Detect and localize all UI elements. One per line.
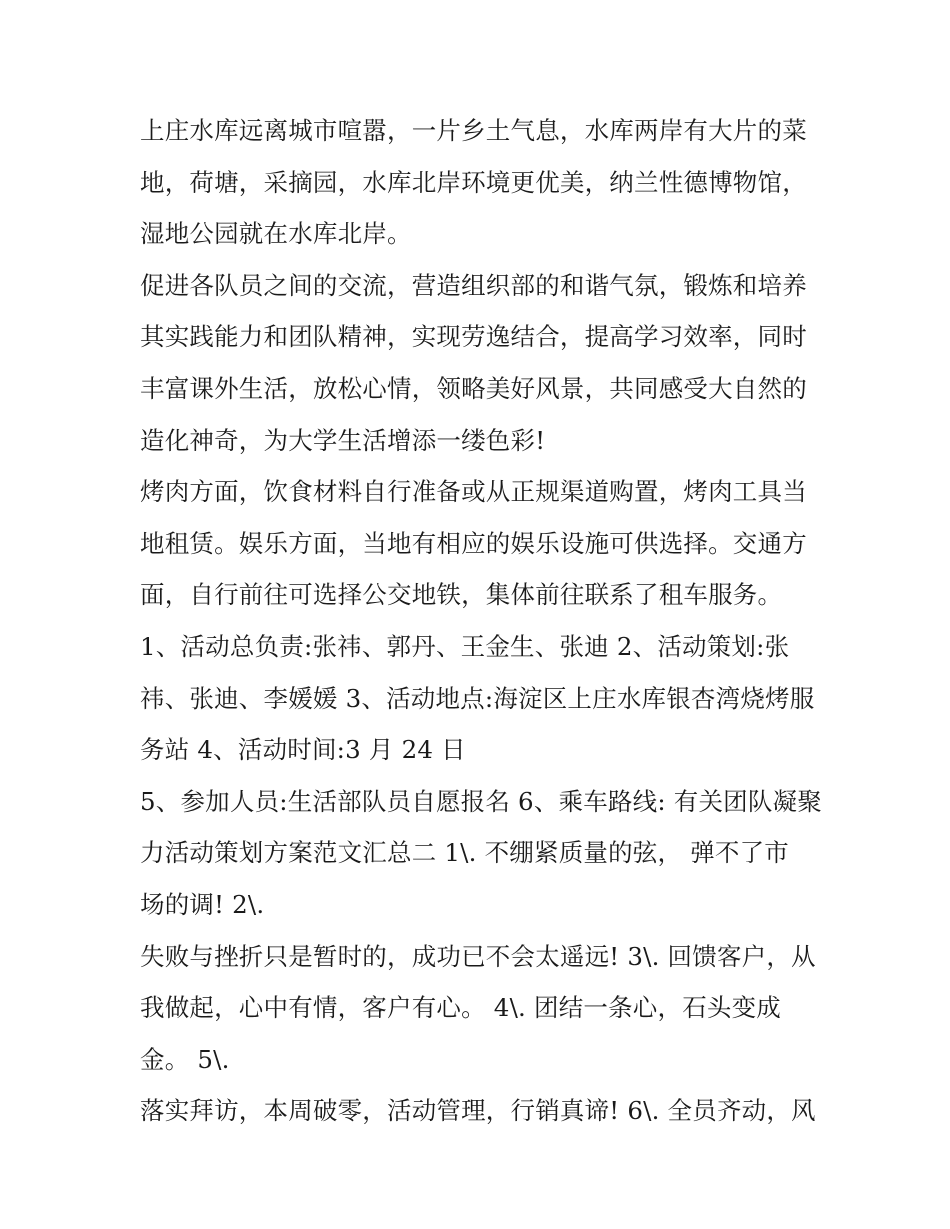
text-line: 烤肉方面，饮食材料自行准备或从正规渠道购置，烤肉工具当 xyxy=(140,477,807,507)
text-line: 造化神奇，为大学生活增添一缕色彩! xyxy=(140,425,546,455)
text-line: 地租赁。娱乐方面，当地有相应的娱乐设施可供选择。交通方 xyxy=(140,528,807,558)
text-line: 地，荷塘，采摘园，水库北岸环境更优美，纳兰性德博物馆， xyxy=(140,167,807,197)
text-line: 促进各队员之间的交流，营造组织部的和谐气氛，锻炼和培养 xyxy=(140,270,807,300)
text-line: 湿地公园就在水库北岸。 xyxy=(140,219,412,249)
text-line: 1、活动总负责:张祎、郭丹、王金生、张迪 2、活动策划:张 xyxy=(140,631,790,661)
text-line: 丰富课外生活，放松心情，领略美好风景，共同感受大自然的 xyxy=(140,373,807,403)
text-line: 场的调! 2\. xyxy=(140,889,265,919)
text-line: 务站 4、活动时间:3 月 24 日 xyxy=(140,735,466,765)
text-line: 金。 5\. xyxy=(140,1044,230,1074)
text-line: 5、参加人员:生活部队员自愿报名 6、乘车路线: 有关团队凝聚 xyxy=(140,786,822,816)
text-line: 面，自行前往可选择公交地铁，集体前往联系了租车服务。 xyxy=(140,580,783,610)
document-body xyxy=(140,105,820,1137)
text-line: 力活动策划方案范文汇总二 1\. 不绷紧质量的弦， 弹不了市 xyxy=(140,838,789,868)
text-line: 落实拜访，本周破零，活动管理，行销真谛! 6\. 全员齐动，风 xyxy=(140,1096,816,1126)
text-line: 其实践能力和团队精神，实现劳逸结合，提高学习效率，同时 xyxy=(140,322,807,352)
text-line: 失败与挫折只是暂时的，成功已不会太遥远! 3\. 回馈客户，从 xyxy=(140,941,816,971)
text-line: 上庄水库远离城市喧嚣，一片乡土气息，水库两岸有大片的菜 xyxy=(140,116,807,145)
text-line: 我做起，心中有情，客户有心。 4\. 团结一条心，石头变成 xyxy=(140,993,782,1023)
text-line: 祎、张迪、李媛媛 3、活动地点:海淀区上庄水库银杏湾烧烤服 xyxy=(140,683,815,713)
